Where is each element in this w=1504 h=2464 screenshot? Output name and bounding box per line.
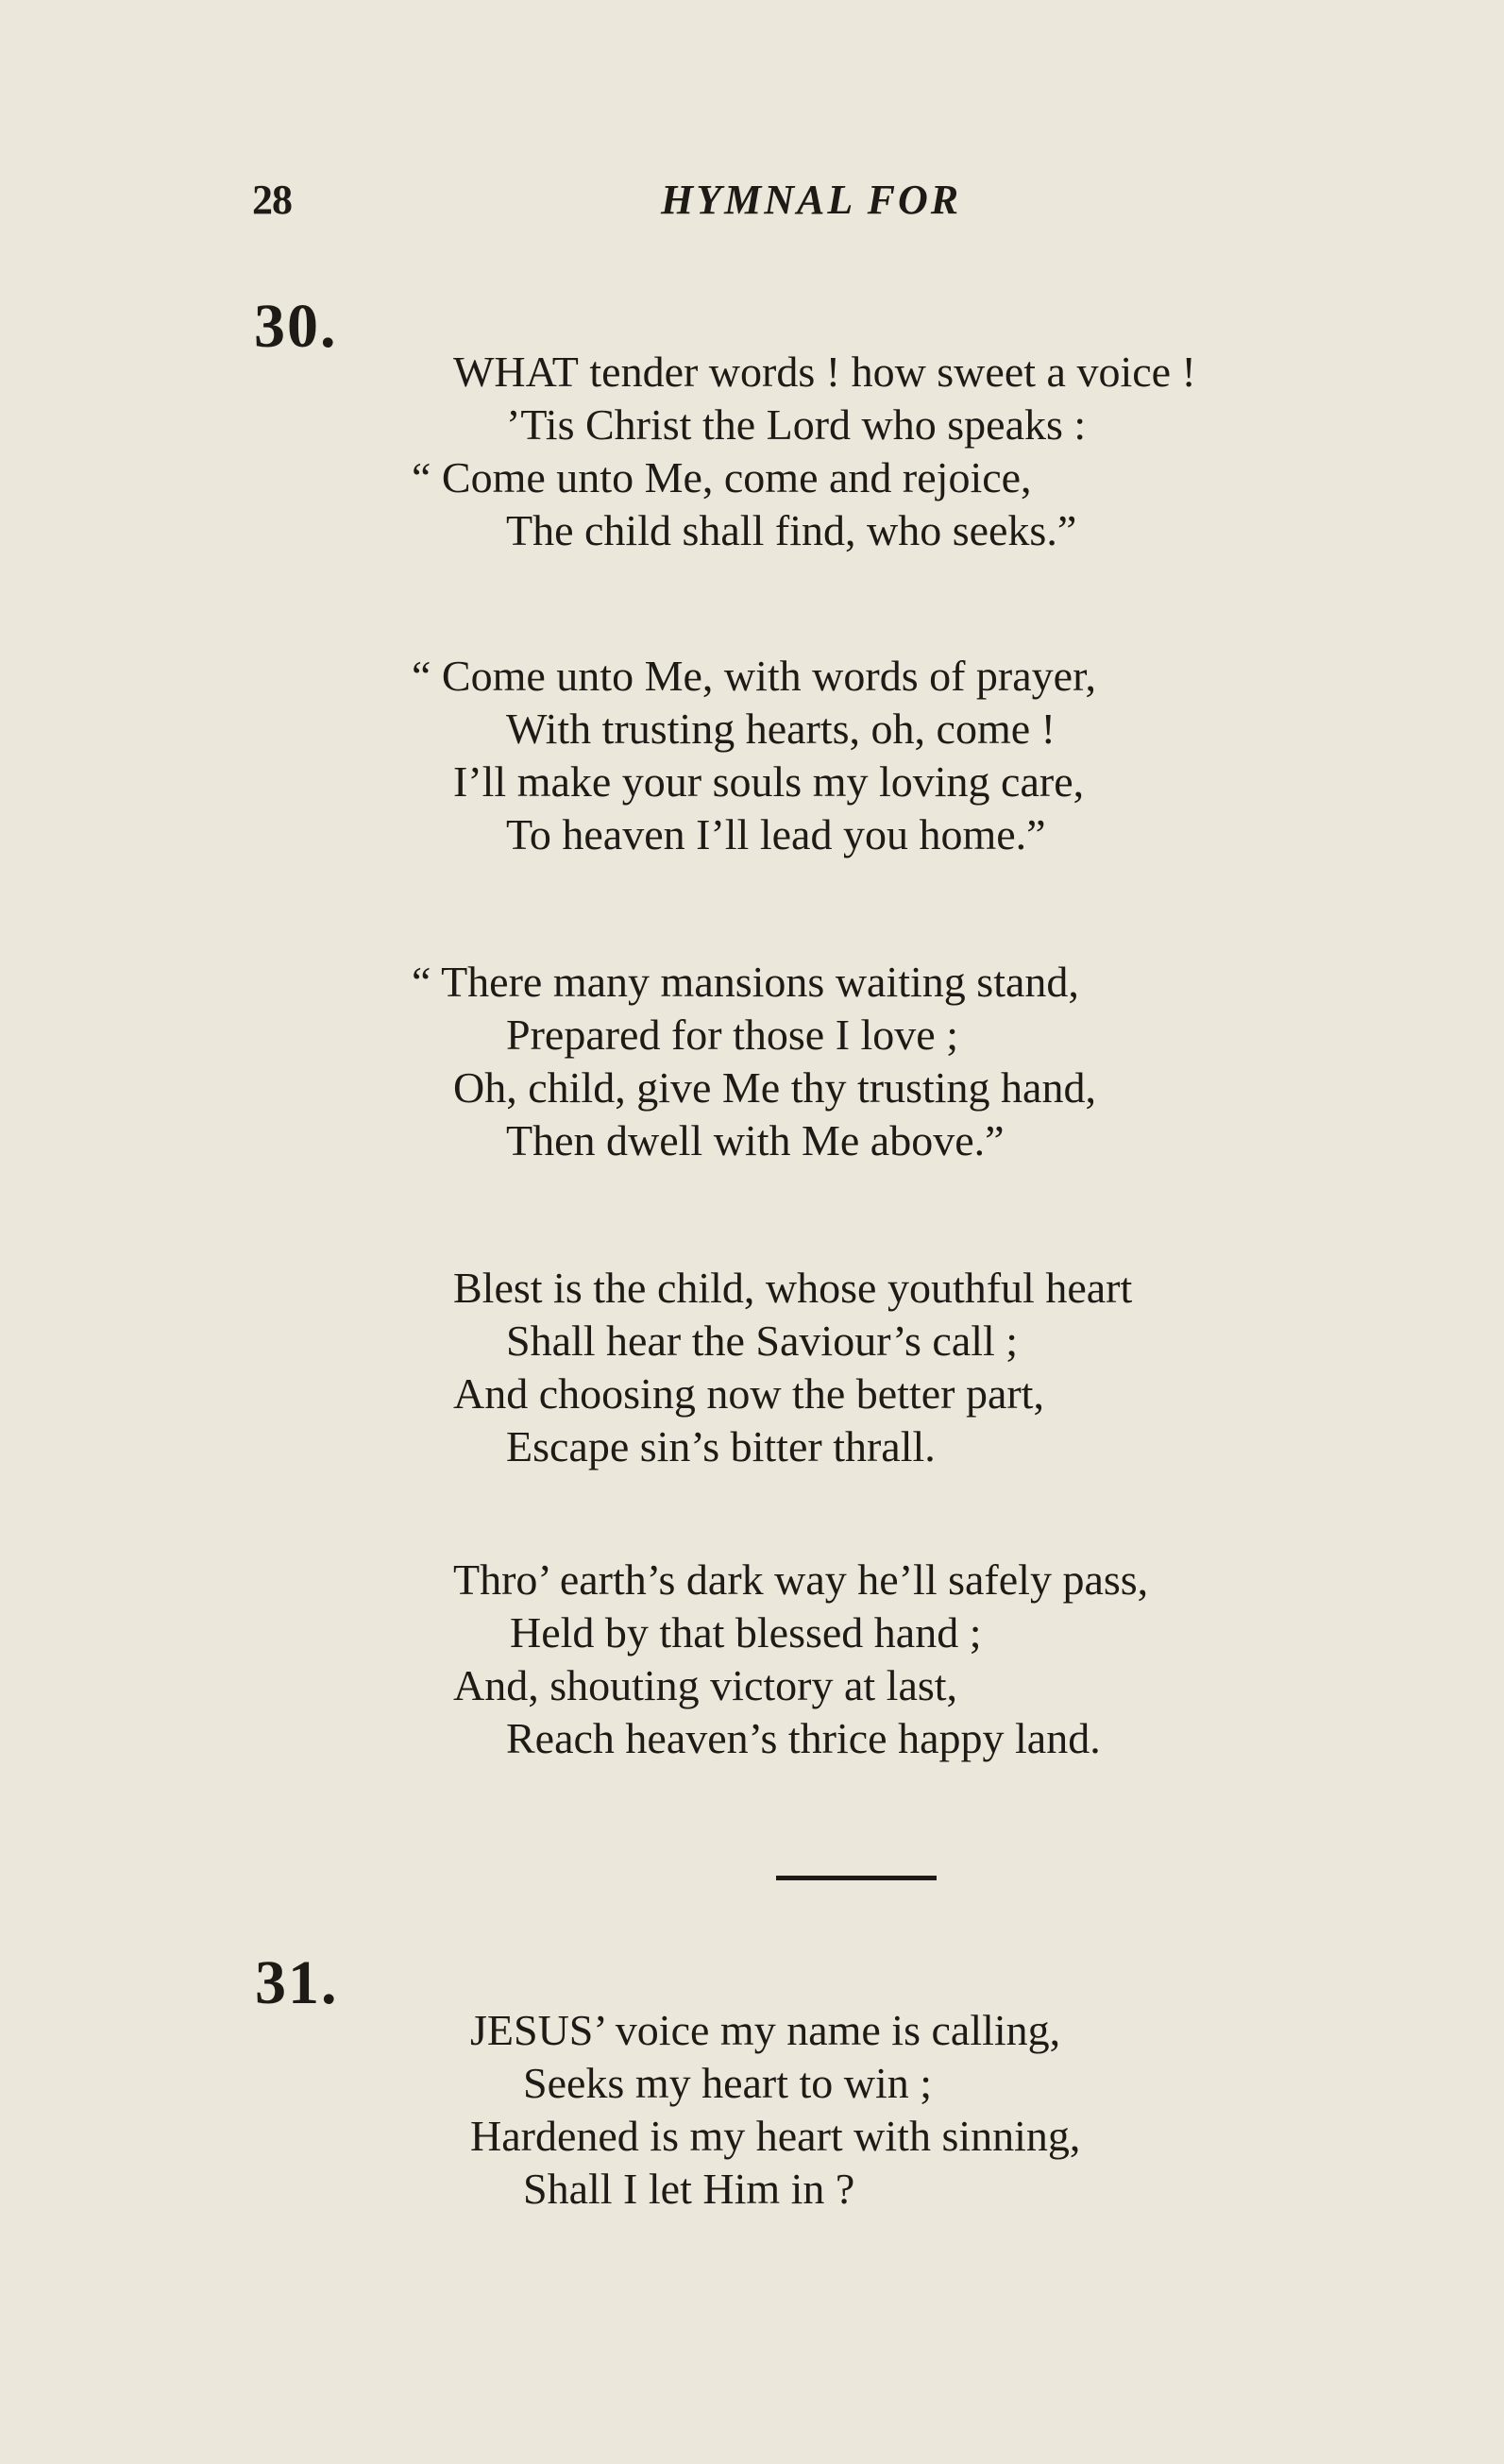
verse-line: “ Come unto Me, come and rejoice,: [412, 453, 1032, 501]
verse-line: To heaven I’ll lead you home.”: [506, 810, 1046, 858]
verse-line: “ There many mansions waiting stand,: [412, 958, 1079, 1006]
verse-line: I’ll make your souls my loving care,: [453, 757, 1085, 806]
verse-line: Escape sin’s bitter thrall.: [506, 1422, 936, 1470]
verse-line: Shall I let Him in ?: [523, 2165, 855, 2213]
verse-line: And choosing now the better part,: [453, 1369, 1044, 1418]
section-divider: [776, 1876, 937, 1880]
verse-line: “ Come unto Me, with words of prayer,: [412, 652, 1097, 700]
page-number: 28: [252, 177, 292, 223]
verse-line: WHAT tender words ! how sweet a voice !: [453, 348, 1196, 396]
verse-line: Blest is the child, whose youthful heart: [453, 1264, 1133, 1312]
verse-line: ’Tis Christ the Lord who speaks :: [506, 400, 1087, 449]
verse-line: With trusting hearts, oh, come !: [506, 705, 1056, 753]
verse-line: Seeks my heart to win ;: [523, 2059, 933, 2107]
verse-line: The child shall find, who seeks.”: [506, 506, 1077, 554]
verse-line: Shall hear the Saviour’s call ;: [506, 1317, 1019, 1365]
verse-line: Prepared for those I love ;: [506, 1011, 959, 1059]
hymn-number-30: 30.: [254, 292, 338, 361]
verse-line: Reach heaven’s thrice happy land.: [506, 1714, 1101, 1762]
hymn-number-31: 31.: [255, 1948, 339, 2017]
verse-line: Held by that blessed hand ;: [510, 1608, 982, 1657]
verse-line: Then dwell with Me above.”: [506, 1116, 1005, 1164]
verse-line: And, shouting victory at last,: [453, 1661, 958, 1709]
running-head: HYMNAL FOR: [661, 177, 962, 223]
verse-line: Thro’ earth’s dark way he’ll safely pass,: [453, 1555, 1149, 1604]
verse-line: JESUS’ voice my name is calling,: [470, 2006, 1061, 2054]
verse-line: Hardened is my heart with sinning,: [470, 2112, 1081, 2160]
verse-line: Oh, child, give Me thy trusting hand,: [453, 1063, 1096, 1112]
